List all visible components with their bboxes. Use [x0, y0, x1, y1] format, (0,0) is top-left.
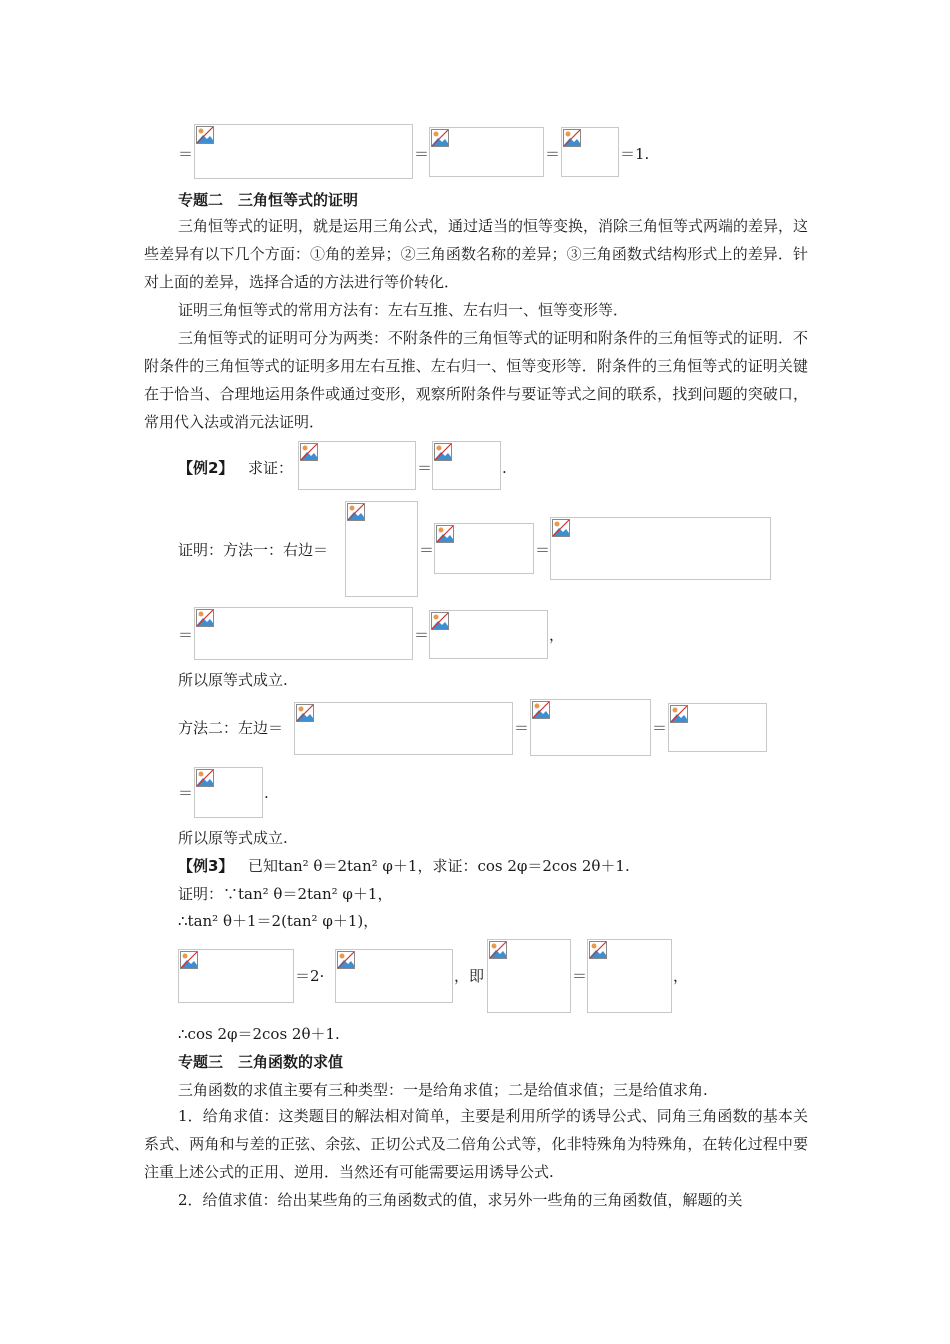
conclusion-2: 所以原等式成立. — [178, 829, 288, 847]
broken-image-icon — [300, 443, 318, 461]
equals-sign: ＝ — [414, 626, 430, 644]
example-3-line-1: 证明：∵tan² θ＝2tan² φ＋1， — [178, 885, 393, 903]
comma: ， — [549, 626, 565, 644]
equals-sign: ＝ — [514, 719, 530, 737]
conclusion-1: 所以原等式成立. — [178, 671, 288, 689]
formula-image — [561, 127, 619, 177]
topic2-paragraph-3 — [144, 324, 808, 436]
formula-image — [432, 441, 501, 490]
broken-image-icon — [337, 951, 355, 969]
formula-image — [530, 699, 651, 756]
topic2-paragraph-1-text: 三角恒等式的证明，就是运用三角公式，通过适当的恒等变换，消除三角恒等式两端的差异，这些差异有以下几个方面：①角的差异；②三角函数名称的差异；③三角函数式结构形式上的差异．针对上面的差异，选择合适的方法进行等价转化． — [144, 217, 809, 291]
method-2-label: 方法二：左边＝ — [178, 719, 284, 737]
topic2-paragraph-2 — [144, 296, 808, 324]
broken-image-icon — [431, 612, 449, 630]
broken-image-icon — [347, 503, 365, 521]
broken-image-icon — [196, 126, 214, 144]
topic3-paragraph-2 — [144, 1102, 808, 1186]
formula-image — [434, 523, 534, 574]
broken-image-icon — [552, 519, 570, 537]
formula-image — [587, 939, 672, 1013]
formula-image — [194, 607, 413, 660]
equals-sign: ＝ — [178, 145, 194, 163]
equals-sign: ＝ — [419, 541, 435, 559]
equals-one: ＝1. — [620, 145, 650, 163]
formula-image — [335, 949, 453, 1003]
topic3-title: 专题三 三角函数的求值 — [178, 1053, 344, 1071]
example-2-label: 【例2】 — [178, 459, 234, 477]
equals-sign: ＝ — [178, 626, 194, 644]
broken-image-icon — [563, 129, 581, 147]
formula-image — [487, 939, 571, 1013]
topic3-paragraph-3 — [144, 1186, 808, 1214]
topic3-paragraph-3-text: 2．给值求值：给出某些角的三角函数式的值，求另外一些角的三角函数值，解题的关 — [178, 1191, 743, 1209]
formula-image — [194, 124, 413, 179]
example-3-label: 【例3】 — [178, 857, 234, 875]
example-2-prompt: 求证： — [248, 459, 294, 477]
equals-sign: ＝ — [417, 459, 433, 477]
formula-image — [194, 767, 263, 818]
period: . — [264, 784, 269, 802]
formula-image — [429, 127, 544, 177]
topic3-paragraph-2-text: 1．给角求值：这类题目的解法相对简单，主要是利用所学的诱导公式、同角三角函数的基本关系式、两角和与差的正弦、余弦、正切公式及二倍角公式等，化非特殊角为特殊角，在转化过程中要注重上述公式的正用、逆用．当然还有可能需要运用诱导公式. — [144, 1107, 808, 1181]
equals-sign: ＝ — [545, 145, 561, 163]
times-two: ＝2· — [295, 967, 325, 985]
broken-image-icon — [436, 525, 454, 543]
topic2-paragraph-2-text: 证明三角恒等式的常用方法有：左右互推、左右归一、恒等变形等． — [178, 301, 629, 319]
formula-image — [345, 501, 418, 597]
formula-image — [668, 703, 767, 752]
topic2-paragraph-3-text: 三角恒等式的证明可分为两类：不附条件的三角恒等式的证明和附条件的三角恒等式的证明．不附条件的三角恒等式的证明多用左右互推、左右归一、恒等变形等．附条件的三角恒等式的证明关键在于恰当、合理地运用条件或通过变形，观察所附条件与要证等式之间的联系，找到问题的突破口，常用代入法或消元法证明． — [144, 329, 809, 431]
topic3-paragraph-1: 三角函数的求值主要有三种类型：一是给角求值；二是给值求值；三是给值求角. — [178, 1081, 708, 1099]
formula-image — [298, 441, 416, 490]
equals-sign: ＝ — [414, 145, 430, 163]
comma: ， — [673, 967, 689, 985]
broken-image-icon — [196, 609, 214, 627]
broken-image-icon — [589, 941, 607, 959]
formula-image — [429, 610, 548, 659]
topic2-paragraph-1 — [144, 212, 808, 296]
broken-image-icon — [532, 701, 550, 719]
broken-image-icon — [196, 769, 214, 787]
example-3-statement: 已知tan² θ＝2tan² φ＋1，求证：cos 2φ＝2cos 2θ＋1. — [248, 857, 630, 875]
example-3-line-2: ∴tan² θ＋1＝2(tan² φ＋1)， — [178, 912, 379, 930]
example-3-conclusion: ∴cos 2φ＝2cos 2θ＋1. — [178, 1025, 340, 1043]
formula-image — [178, 949, 294, 1003]
method-1-label: 证明：方法一：右边＝ — [178, 541, 329, 559]
broken-image-icon — [670, 705, 688, 723]
formula-image — [550, 517, 771, 580]
topic2-title: 专题二 三角恒等式的证明 — [178, 191, 359, 209]
period: . — [502, 459, 507, 477]
broken-image-icon — [434, 443, 452, 461]
equals-sign: ＝ — [535, 541, 551, 559]
formula-image — [294, 702, 513, 755]
broken-image-icon — [296, 704, 314, 722]
broken-image-icon — [431, 129, 449, 147]
broken-image-icon — [489, 941, 507, 959]
namely: ，即 — [454, 967, 485, 985]
broken-image-icon — [180, 951, 198, 969]
equals-sign: ＝ — [652, 719, 668, 737]
equals-sign: ＝ — [178, 784, 194, 802]
equals-sign: ＝ — [572, 967, 588, 985]
